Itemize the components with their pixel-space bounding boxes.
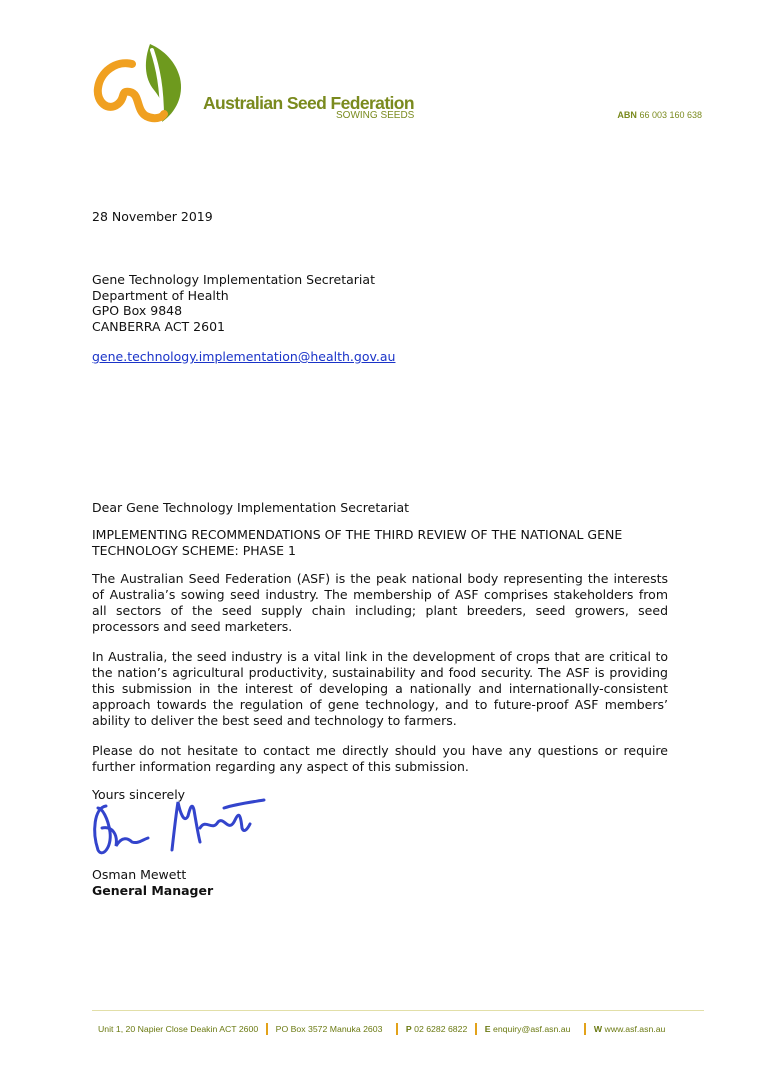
footer-address: Unit 1, 20 Napier Close Deakin ACT 2600 <box>98 1024 259 1034</box>
letter-heading: IMPLEMENTING RECOMMENDATIONS OF THE THIRD REVIEW OF THE NATIONAL GENE TECHNOLOGY SCHEME: PHASE 1 <box>92 527 623 558</box>
signer-block <box>92 867 668 899</box>
footer-separator <box>266 1023 268 1035</box>
footer-web-label: W <box>593 1024 603 1034</box>
org-name: Australian Seed Federation <box>203 93 414 113</box>
footer-po-box: PO Box 3572 Manuka 2603 <box>275 1024 383 1034</box>
footer-email-label: E <box>484 1024 491 1034</box>
recipient-address <box>92 272 668 334</box>
footer-separator <box>475 1023 477 1035</box>
footer-separator <box>396 1023 398 1035</box>
recipient-line: CANBERRA ACT 2601 <box>92 318 225 334</box>
recipient-email-link[interactable]: gene.technology.implementation@health.gov.au <box>92 349 396 364</box>
seed-leaf-logo-icon <box>92 38 196 130</box>
recipient-line: GPO Box 9848 <box>92 303 183 318</box>
paragraph: The Australian Seed Federation (ASF) is the peak national body representing the interests of Australia’s sowing seed industry. The membership of ASF comprises stakeholders from all sectors of the seed supply chain including; plant breeders, seed growers, seed processors and seed marketers. <box>92 571 668 634</box>
letter-date: 28 November 2019 <box>92 209 213 224</box>
paragraph: In Australia, the seed industry is a vital link in the development of crops that are critical to the nation’s agricultural productivity, sustainability and food security. The ASF is providing this submission in the interest of developing a nationally and internationally-consistent approach towards the regulation of gene technology, and to future-proof ASF members’ ability to deliver the best seed and technology to farmers. <box>92 649 668 728</box>
handwritten-signature <box>88 788 268 860</box>
footer-divider <box>92 1010 704 1011</box>
signer-title: General Manager <box>92 883 214 898</box>
paragraph: Please do not hesitate to contact me directly should you have any questions or require further information regarding any aspect of this submission. <box>92 743 668 774</box>
abn <box>617 110 702 120</box>
abn-label: ABN <box>617 110 637 120</box>
footer-email[interactable]: enquiry@asf.asn.au <box>493 1024 571 1034</box>
footer-contact-bar <box>98 1023 665 1035</box>
salutation: Dear Gene Technology Implementation Secretariat <box>92 500 410 515</box>
footer-phone: 02 6282 6822 <box>414 1024 468 1034</box>
org-tagline: SOWING SEEDS <box>336 110 415 121</box>
abn-number: 66 003 160 638 <box>639 110 702 120</box>
recipient-line: Department of Health <box>92 287 229 303</box>
signer-name: Osman Mewett <box>92 867 187 882</box>
footer-phone-label: P <box>405 1024 412 1034</box>
footer-separator <box>584 1023 586 1035</box>
closing: Yours sincerely <box>92 787 186 802</box>
footer-web[interactable]: www.asf.asn.au <box>604 1024 666 1034</box>
recipient-line: Gene Technology Implementation Secretariat <box>92 272 375 287</box>
